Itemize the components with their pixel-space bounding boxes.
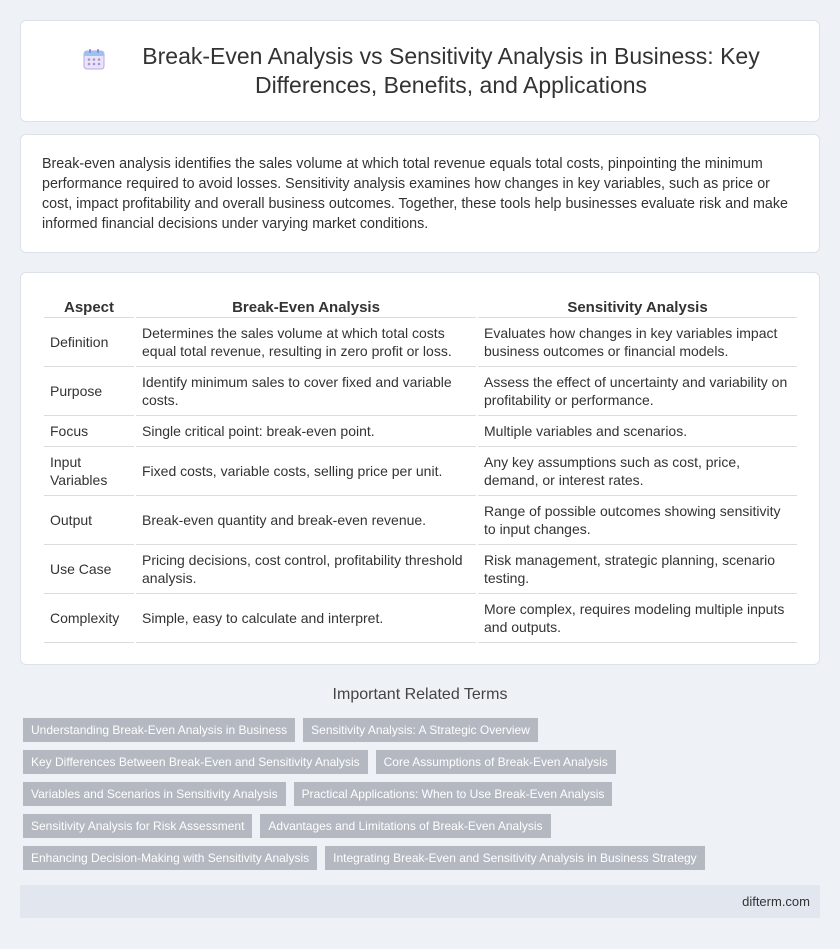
aspect-cell: Use Case xyxy=(44,545,134,594)
related-term-tag[interactable]: Variables and Scenarios in Sensitivity Analysis xyxy=(23,782,286,806)
related-terms-list xyxy=(23,718,813,878)
sensitivity-cell: Evaluates how changes in key variables impact business outcomes or financial models. xyxy=(478,318,797,367)
table-row xyxy=(44,594,797,643)
header-aspect: Aspect xyxy=(44,295,134,318)
related-term-tag[interactable]: Sensitivity Analysis: A Strategic Overview xyxy=(303,718,538,742)
break-even-cell: Identify minimum sales to cover fixed and variable costs. xyxy=(136,367,476,416)
related-term-tag[interactable]: Sensitivity Analysis for Risk Assessment xyxy=(23,814,252,838)
table-row xyxy=(44,496,797,545)
header-break-even: Break-Even Analysis xyxy=(136,295,476,318)
comparison-card xyxy=(20,272,820,665)
sensitivity-cell: More complex, requires modeling multiple inputs and outputs. xyxy=(478,594,797,643)
table-row xyxy=(44,318,797,367)
related-term-tag[interactable]: Core Assumptions of Break-Even Analysis xyxy=(376,750,616,774)
table-row xyxy=(44,545,797,594)
related-term-tag[interactable]: Key Differences Between Break-Even and Sensitivity Analysis xyxy=(23,750,368,774)
aspect-cell: Definition xyxy=(44,318,134,367)
break-even-cell: Single critical point: break-even point. xyxy=(136,416,476,447)
break-even-cell: Pricing decisions, cost control, profitability threshold analysis. xyxy=(136,545,476,594)
break-even-cell: Determines the sales volume at which total costs equal total revenue, resulting in zero profit or loss. xyxy=(136,318,476,367)
table-row xyxy=(44,367,797,416)
sensitivity-cell: Any key assumptions such as cost, price, demand, or interest rates. xyxy=(478,447,797,496)
sensitivity-cell: Risk management, strategic planning, scenario testing. xyxy=(478,545,797,594)
related-term-tag[interactable]: Enhancing Decision-Making with Sensitivity Analysis xyxy=(23,846,317,870)
table-row xyxy=(44,447,797,496)
break-even-cell: Simple, easy to calculate and interpret. xyxy=(136,594,476,643)
sensitivity-cell: Assess the effect of uncertainty and variability on profitability or performance. xyxy=(478,367,797,416)
related-term-tag[interactable]: Advantages and Limitations of Break-Even Analysis xyxy=(260,814,550,838)
break-even-cell: Fixed costs, variable costs, selling price per unit. xyxy=(136,447,476,496)
footer-site-link[interactable]: difterm.com xyxy=(742,894,810,909)
page-title: Break-Even Analysis vs Sensitivity Analysis in Business: Key Differences, Benefits, and Applications xyxy=(142,43,760,98)
header-card xyxy=(20,20,820,122)
aspect-cell: Input Variables xyxy=(44,447,134,496)
aspect-cell: Output xyxy=(44,496,134,545)
header-sensitivity: Sensitivity Analysis xyxy=(478,295,797,318)
table-row xyxy=(44,416,797,447)
aspect-cell: Complexity xyxy=(44,594,134,643)
aspect-cell: Focus xyxy=(44,416,134,447)
intro-paragraph: Break-even analysis identifies the sales volume at which total revenue equals total costs, pinpointing the minimum performance required to avoid losses. Sensitivity analysis examines how changes in key variables, such as price or cost, impact profitability and overall business outcomes. Together, these tools help businesses evaluate risk and make informed financial decisions under varying market conditions. xyxy=(42,156,788,232)
footer xyxy=(20,885,820,918)
related-term-tag[interactable]: Practical Applications: When to Use Break-Even Analysis xyxy=(294,782,613,806)
comparison-table xyxy=(42,295,799,643)
related-terms-heading: Important Related Terms xyxy=(332,686,508,703)
intro-card xyxy=(20,134,820,253)
break-even-cell: Break-even quantity and break-even revenue. xyxy=(136,496,476,545)
sensitivity-cell: Multiple variables and scenarios. xyxy=(478,416,797,447)
related-term-tag[interactable]: Integrating Break-Even and Sensitivity Analysis in Business Strategy xyxy=(325,846,705,870)
table-header-row xyxy=(44,295,797,318)
related-term-tag[interactable]: Understanding Break-Even Analysis in Business xyxy=(23,718,295,742)
aspect-cell: Purpose xyxy=(44,367,134,416)
sensitivity-cell: Range of possible outcomes showing sensitivity to input changes. xyxy=(478,496,797,545)
